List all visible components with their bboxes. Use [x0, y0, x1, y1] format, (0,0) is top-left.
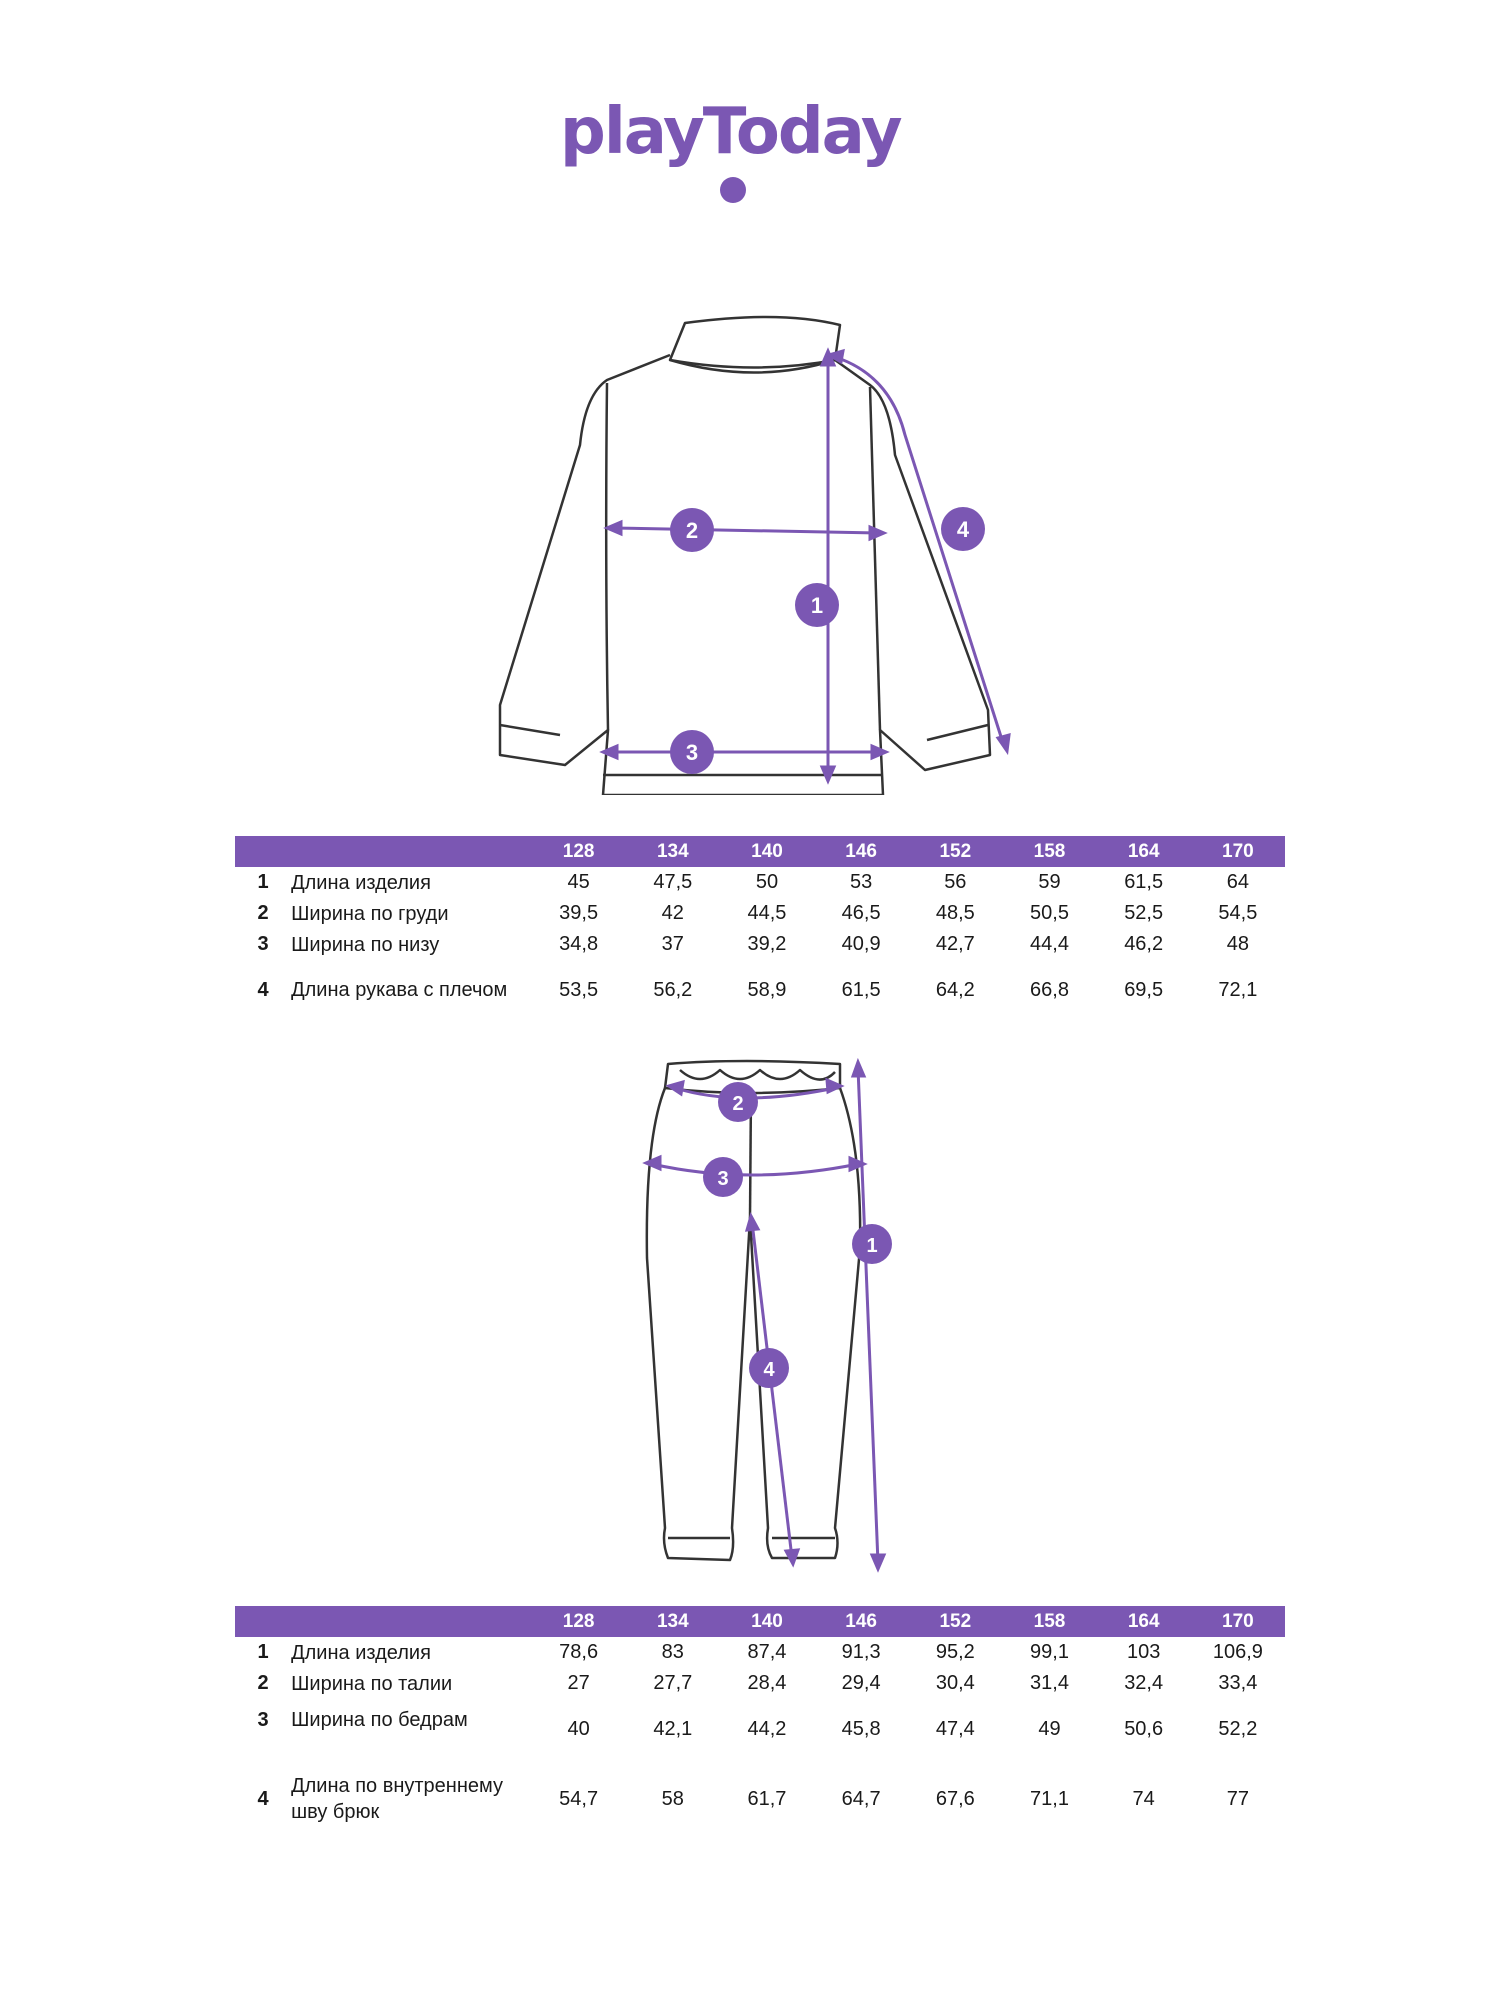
- size-header: 164: [1097, 836, 1191, 867]
- table-row: [235, 1637, 1285, 1668]
- pants-svg: [640, 1058, 900, 1578]
- cell-value: 103: [1126, 1641, 1161, 1663]
- pants-marker-2: 2: [732, 1093, 744, 1115]
- cell-value: 72,1: [1218, 978, 1258, 1001]
- cell-value: 67,6: [935, 1787, 975, 1810]
- cell-value: 66,8: [1030, 978, 1069, 1001]
- sweatshirt-marker-1: 1: [810, 593, 824, 618]
- cell-value: 74: [1132, 1787, 1155, 1810]
- cell-value: 46,5: [841, 902, 881, 924]
- cell-value: 33,4: [1218, 1672, 1258, 1694]
- table-row: [235, 867, 1285, 898]
- cell-value: 91,3: [841, 1641, 881, 1663]
- table-row: [235, 1759, 1285, 1839]
- cell-value: 56: [944, 871, 967, 893]
- cell-value: 64,2: [935, 978, 975, 1001]
- sweatshirt-body: [500, 355, 990, 795]
- size-header: 170: [1191, 836, 1285, 867]
- cell-value: 32,4: [1124, 1672, 1164, 1694]
- pants-markers: [703, 1082, 892, 1388]
- row-number: 2: [257, 1672, 269, 1694]
- cell-value: 42,1: [653, 1717, 693, 1740]
- row-number: 3: [257, 933, 269, 955]
- row-label: Ширина по низу: [291, 933, 440, 956]
- row-label: Ширина по груди: [291, 902, 449, 925]
- cell-value: 52,2: [1218, 1717, 1258, 1740]
- cell-value: 44,5: [747, 902, 787, 924]
- cell-value: 56,2: [653, 978, 693, 1001]
- row-label: Длина изделия: [291, 1641, 431, 1664]
- size-header: 128: [532, 836, 626, 867]
- cell-value: 27: [567, 1672, 590, 1694]
- sweatshirt-collar: [670, 317, 840, 368]
- cell-value: 44,2: [747, 1717, 787, 1740]
- cell-value: 46,2: [1124, 933, 1164, 955]
- cell-value: 58: [661, 1787, 684, 1810]
- cell-value: 50,5: [1030, 902, 1069, 924]
- cell-value: 30,4: [935, 1672, 975, 1694]
- size-header: 128: [532, 1606, 626, 1637]
- cell-value: 61,7: [747, 1787, 787, 1810]
- size-header: 158: [1002, 1606, 1096, 1637]
- brand-logo: [560, 95, 980, 215]
- row-number: 1: [257, 871, 269, 893]
- row-number: 3: [257, 1709, 269, 1731]
- cell-value: 47,4: [935, 1717, 975, 1740]
- sweatshirt-marker-2: 2: [685, 518, 699, 543]
- size-header: 152: [908, 1606, 1002, 1637]
- cell-value: 53: [850, 871, 873, 893]
- cell-value: 106,9: [1212, 1641, 1263, 1663]
- cell-value: 78,6: [559, 1641, 599, 1663]
- cell-value: 40,9: [841, 933, 881, 955]
- pants-marker-3: 3: [717, 1168, 729, 1190]
- sweatshirt-marker-4: 4: [956, 517, 970, 542]
- brand-logo-text: playToday: [560, 95, 901, 169]
- table-row: [235, 1699, 1285, 1759]
- cell-value: 40: [567, 1717, 590, 1740]
- row-label: Длина изделия: [291, 871, 431, 894]
- pants-drawing: [640, 1058, 900, 1578]
- sweatshirt-svg: [495, 315, 1015, 795]
- size-header: 170: [1191, 1606, 1285, 1637]
- cell-value: 53,5: [559, 978, 599, 1001]
- cell-value: 49: [1038, 1717, 1061, 1740]
- cell-value: 31,4: [1030, 1672, 1069, 1694]
- sweatshirt-right-cuff-seam: [927, 725, 988, 740]
- cell-value: 45,8: [841, 1717, 881, 1740]
- pants-table-header: [235, 1606, 1285, 1637]
- pants-marker-4: 4: [763, 1359, 775, 1381]
- cell-value: 99,1: [1030, 1641, 1069, 1663]
- size-header: 152: [908, 836, 1002, 867]
- cell-value: 42,7: [935, 933, 975, 955]
- pants-marker-1: 1: [866, 1235, 878, 1257]
- cell-value: 50,6: [1124, 1717, 1164, 1740]
- cell-value: 50: [755, 871, 779, 893]
- table-row: [235, 960, 1285, 1020]
- cell-value: 39,2: [747, 933, 787, 955]
- table-row: [235, 929, 1285, 960]
- size-header: 134: [626, 836, 720, 867]
- row-label: Длина по внутреннему шву брюк: [291, 1775, 503, 1823]
- cell-value: 54,5: [1218, 902, 1258, 924]
- cell-value: 58,9: [747, 978, 787, 1001]
- size-header: 134: [626, 1606, 720, 1637]
- row-number: 2: [257, 902, 269, 924]
- cell-value: 52,5: [1124, 902, 1164, 924]
- cell-value: 34,8: [559, 933, 599, 955]
- sweatshirt-drawing: [495, 315, 1015, 795]
- cell-value: 37: [661, 933, 684, 955]
- size-header: 140: [720, 836, 814, 867]
- row-label: Длина рукава с плечом: [291, 979, 508, 1001]
- pants-size-table: [235, 1606, 1285, 1839]
- size-header: 146: [814, 836, 908, 867]
- brand-logo-dot: [720, 177, 746, 203]
- row-number: 4: [257, 978, 269, 1001]
- cell-value: 64: [1226, 871, 1249, 893]
- sweatshirt-right-armhole: [870, 387, 880, 730]
- cell-value: 71,1: [1030, 1787, 1069, 1810]
- row-number: 1: [257, 1641, 269, 1663]
- cell-value: 54,7: [559, 1787, 599, 1810]
- cell-value: 29,4: [841, 1672, 881, 1694]
- size-header: 146: [814, 1606, 908, 1637]
- pants-outline: [647, 1088, 860, 1560]
- cell-value: 77: [1226, 1787, 1249, 1810]
- sweatshirt-table-header: [235, 836, 1285, 867]
- cell-value: 59: [1038, 871, 1061, 893]
- cell-value: 28,4: [747, 1672, 787, 1694]
- size-header: 140: [720, 1606, 814, 1637]
- size-header: 158: [1002, 836, 1096, 867]
- cell-value: 39,5: [559, 902, 599, 924]
- cell-value: 61,5: [1124, 871, 1164, 893]
- sweatshirt-left-cuff-seam: [500, 725, 560, 735]
- pants-elastic: [680, 1070, 835, 1080]
- cell-value: 42: [661, 902, 684, 924]
- sweatshirt-size-table: [235, 836, 1285, 1020]
- table-row: [235, 898, 1285, 929]
- table-row: [235, 1668, 1285, 1699]
- row-label: Ширина по талии: [291, 1672, 453, 1695]
- sweatshirt-marker-3: 3: [685, 740, 699, 765]
- cell-value: 95,2: [935, 1641, 975, 1663]
- cell-value: 64,7: [841, 1787, 881, 1810]
- cell-value: 48,5: [935, 902, 975, 924]
- cell-value: 27,7: [653, 1672, 693, 1694]
- cell-value: 83: [661, 1641, 684, 1663]
- size-header: 164: [1097, 1606, 1191, 1637]
- cell-value: 47,5: [653, 871, 693, 893]
- cell-value: 44,4: [1030, 933, 1069, 955]
- row-number: 4: [257, 1787, 269, 1810]
- cell-value: 45: [567, 871, 590, 893]
- cell-value: 69,5: [1124, 978, 1164, 1001]
- cell-value: 61,5: [841, 978, 881, 1001]
- sweatshirt-left-armhole: [606, 383, 608, 730]
- cell-value: 48: [1226, 933, 1249, 955]
- cell-value: 87,4: [747, 1641, 787, 1663]
- row-label: Ширина по бедрам: [291, 1709, 468, 1731]
